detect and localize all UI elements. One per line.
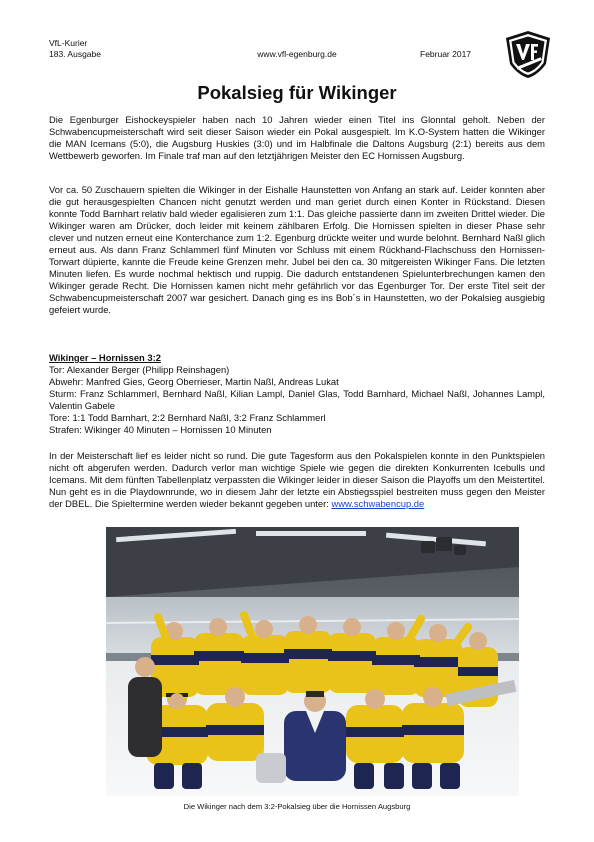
club-logo: [502, 28, 554, 80]
result-penalties: Strafen: Wikinger 40 Minuten – Hornissen 10 Minuten: [49, 424, 272, 435]
paragraph-match-report: Vor ca. 50 Zuschauern spielten die Wikinger in der Eishalle Haunstetten von Anfang an stark auf. Leider konnten aber die gut herausgespielten Chancen nicht genutzt werden und man geriet durch einen Konter in Rückstand. Diesen konnte Todd Barnhart relativ bald wieder egalisieren zum 1:1. Das gleiche passierte dann im zweiten Drittel wieder. Die Wikinger waren am Drücker, doch leider mit keinem zählbaren Erfolg. Die Hornissen spielten in dieser Phase sehr clever und nutzen erneut eine Konterchance zum 1:2. Egenburg drückte weiter und wurde belohnt. Bernhard Naßl glich erneut aus. Als dann Franz Schlammerl fünf Minuten vor Schluss mit einem Rückhand-Flachschuss den Hornissen-Torwart düpierte, kannte die Freude keine Grenzen mehr. Jubel bei den ca. 30 mitgereisten Wikinger Fans. Die letzten Minuten liefen. Es wurde nochmal hektisch und ruppig. Die dadurch entstandenen Spielunterbrechungen kamen den Wikinger gerade Recht. Die Hornissen kamen nicht mehr gefährlich vor das Egenburger Tor. Der erste Titel seit der Schwabencupmeisterschaft 2007 war gesichert. Danach ging es ins Bob´s in Haunstetten, wo der Pokalsieg ausgiebig gefeiert wurde.: [49, 184, 545, 315]
team-photo: [106, 527, 519, 796]
result-defense: Abwehr: Manfred Gies, Georg Oberrieser, Martin Naßl, Andreas Lukat: [49, 376, 339, 387]
result-goals: Tore: 1:1 Todd Barnhart, 2:2 Bernhard Naßl, 3:2 Franz Schlammerl: [49, 412, 326, 423]
article-title: Pokalsieg für Wikinger: [197, 82, 397, 103]
match-result-block: [49, 352, 545, 436]
result-goalie: Tor: Alexander Berger (Philipp Reinshagen): [49, 364, 230, 375]
issue-number: 183. Ausgabe: [49, 49, 101, 59]
publication-name: VfL-Kurier: [49, 38, 88, 48]
schwabencup-link[interactable]: www.schwabencup.de: [331, 498, 425, 509]
website-url[interactable]: www.vfl-egenburg.de: [257, 49, 337, 59]
paragraph-season-text: In der Meisterschaft lief es leider nicht so rund. Die gute Tagesform aus den Pokalspielen konnte in den Punktspielen nicht oft abgerufen werden. Dadurch verlor man wichtige Spiele wie gegen die direkten Konkurrenten Icebulls und Icemans. Mit dem fünften Tabellenplatz verpassten die Wikinger leider in dieser Saison die Playoffs um den Meistertitel. Nun geht es in die Playdownrunde, wo in diesem Jahr der letzte ein Abstiegsspiel bestreiten muss gegen den Meister der DBEL. Die Spieltermine werden wieder bekannt gegeben unter:: [49, 450, 545, 509]
photo-caption: Die Wikinger nach dem 3:2-Pokalsieg über die Hornissen Augsburg: [183, 802, 411, 811]
paragraph-season: [49, 450, 545, 510]
result-offense: Sturm: Franz Schlammerl, Bernhard Naßl, Kilian Lampl, Daniel Glas, Todd Barnhard, Michael Naßl, Johannes Lampl, Valentin Gabele: [49, 388, 545, 411]
result-heading: Wikinger – Hornissen 3:2: [49, 352, 161, 363]
paragraph-intro: Die Egenburger Eishockeyspieler haben nach 10 Jahren wieder einen Titel ins Glonntal geholt. Neben der Schwabencupmeisterschaft wird seit dieser Saison wieder ein Pokal ausgespielt. Im K.O-System hatten die Wikinger die MAN Icemans (5:0), die Augsburg Huskies (3:0) und im Halbfinale die Daltons Augsburg (2:1) bereits aus dem Wettbewerb geworfen. Im Finale traf man auf den letztjährigen Meister den EC Hornissen Augsburg.: [49, 114, 545, 161]
issue-date: Februar 2017: [420, 49, 472, 59]
